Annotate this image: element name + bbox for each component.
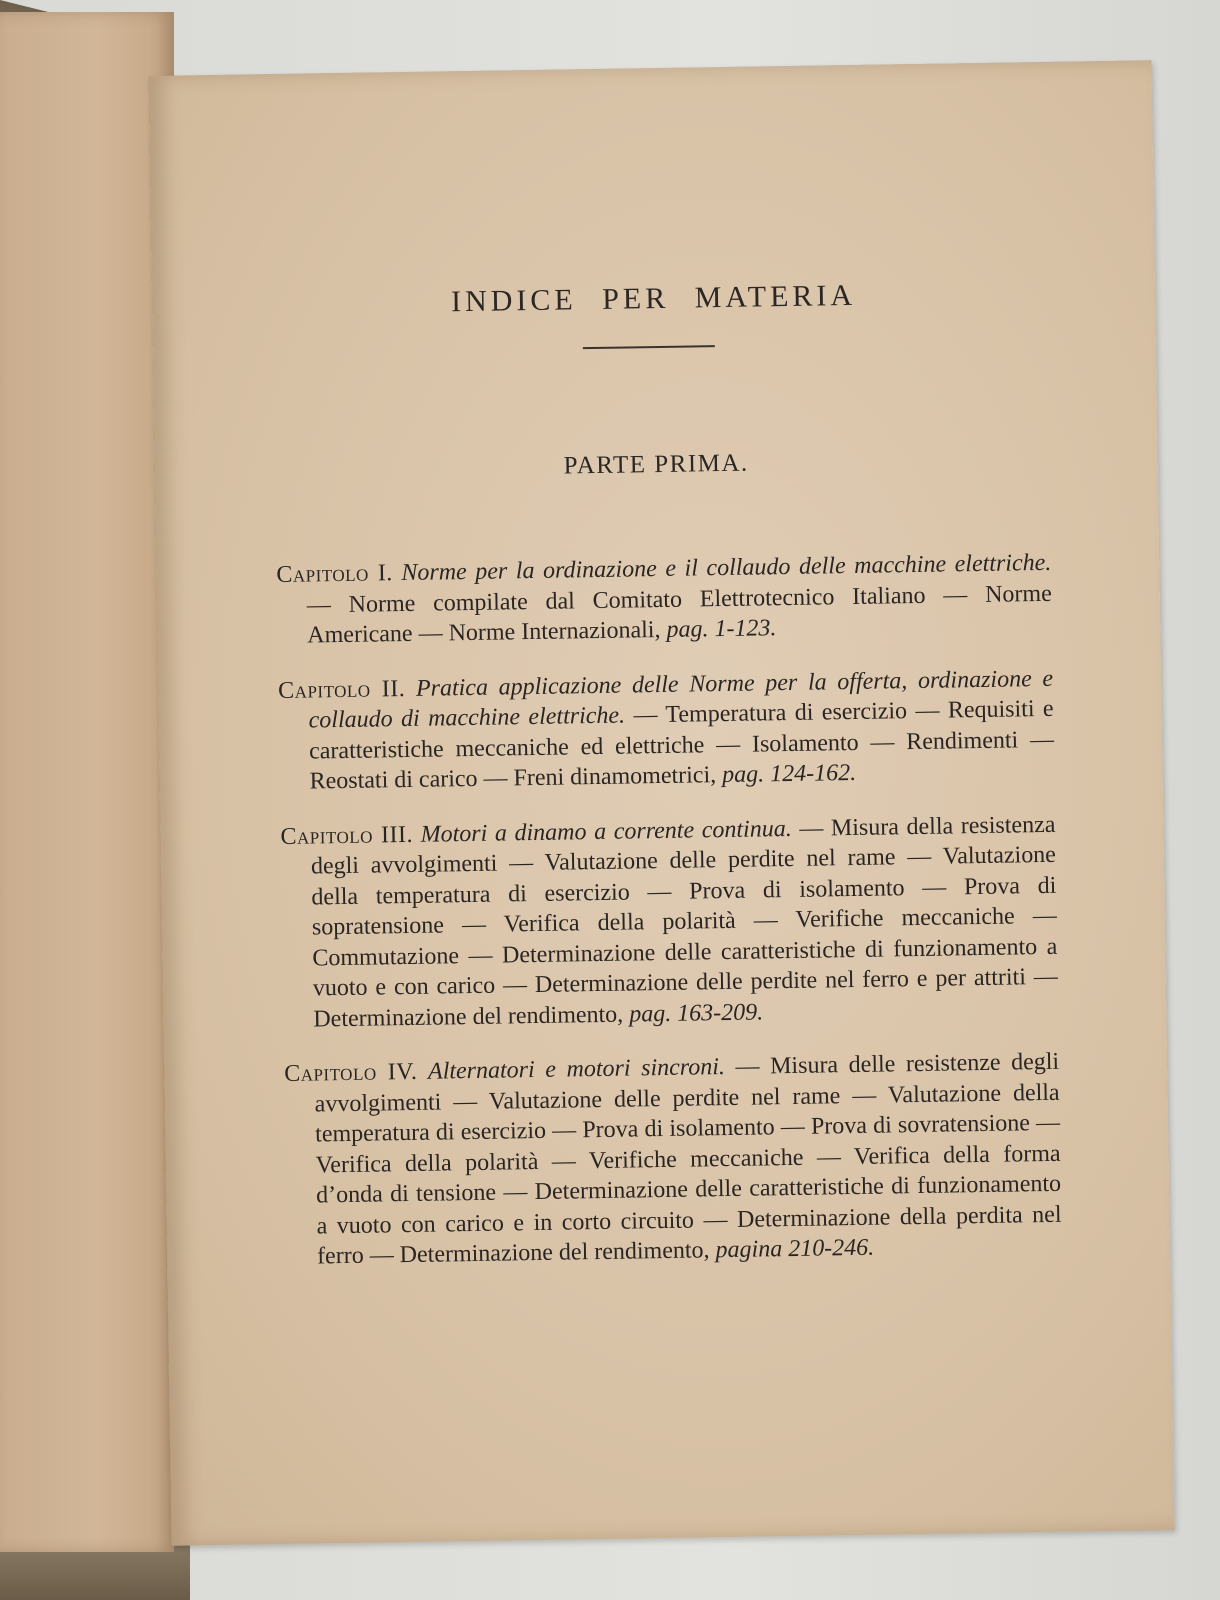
chapter-contents: — Temperatura di esercizio — Requisiti e caratteristiche meccaniche ed elettriche — Isolamento — Rendimenti — Reostati di carico — Freni dinamometrici,	[308, 695, 1055, 795]
chapter-title: Pratica applicazione delle Norme per la offerta, ordinazione e collaudo di macchine elettriche.	[308, 665, 1054, 734]
chapter-pages: pag. 163-209.	[628, 998, 764, 1028]
chapter-label: Capitolo II.	[277, 675, 406, 704]
chapter-pages: pag. 1-123.	[666, 615, 777, 643]
chapter-entry-3	[280, 809, 1058, 1035]
chapter-entry-4	[284, 1047, 1062, 1273]
chapter-contents: — Misura delle resistenze degli avvolgimenti — Valutazione delle perdite nel rame — Valutazione della temperatura di esercizio — Prova di isolamento — Prova di sovratensione — Verifica della polarità — Verifiche meccaniche — Verifica della forma d’onda di tensione — Determinazione delle caratteristiche di funzionamento a vuoto con carico e in corto circuito — Determinazione della perdita nel ferro — Determinazione del rendimento,	[314, 1048, 1062, 1270]
page-title: INDICE PER MATERIA	[450, 278, 857, 319]
chapter-label: Capitolo I.	[276, 560, 394, 589]
index-page	[149, 60, 1175, 1546]
chapter-entry-1	[276, 548, 1052, 652]
chapter-contents: — Norme compilate dal Comitato Elettrotecnico Italiano — Norme Americane — Norme Internazionali,	[306, 580, 1052, 649]
chapter-title: Alternatori e motori sincroni.	[427, 1054, 726, 1085]
chapter-label: Capitolo III.	[280, 821, 414, 850]
chapter-pages: pag. 124-162.	[721, 759, 857, 789]
title-divider	[583, 345, 715, 349]
chapter-pages: pagina 210-246.	[715, 1234, 875, 1264]
section-heading: PARTE PRIMA.	[563, 449, 749, 480]
chapter-title: Norme per la ordinazione e il collaudo delle macchine elettriche.	[401, 549, 1052, 587]
chapter-contents: — Misura della resistenza degli avvolgimenti — Valutazione delle perdite nel rame — Valutazione della temperatura di esercizio — Prova di isolamento — Prova di sopratensione — Verifica della polarità — Verifiche meccaniche — Commutazione — Determinazione delle caratteristiche di funzionamento a vuoto e con carico — Determinazione delle perdite nel ferro e per attriti — Determinazione del rendimento,	[310, 811, 1058, 1032]
chapter-label: Capitolo IV.	[284, 1058, 418, 1087]
left-page	[0, 12, 174, 1552]
chapter-entry-2	[278, 663, 1055, 797]
chapter-list	[276, 524, 1063, 1285]
chapter-title: Motori a dinamo a corrente continua.	[420, 815, 792, 848]
